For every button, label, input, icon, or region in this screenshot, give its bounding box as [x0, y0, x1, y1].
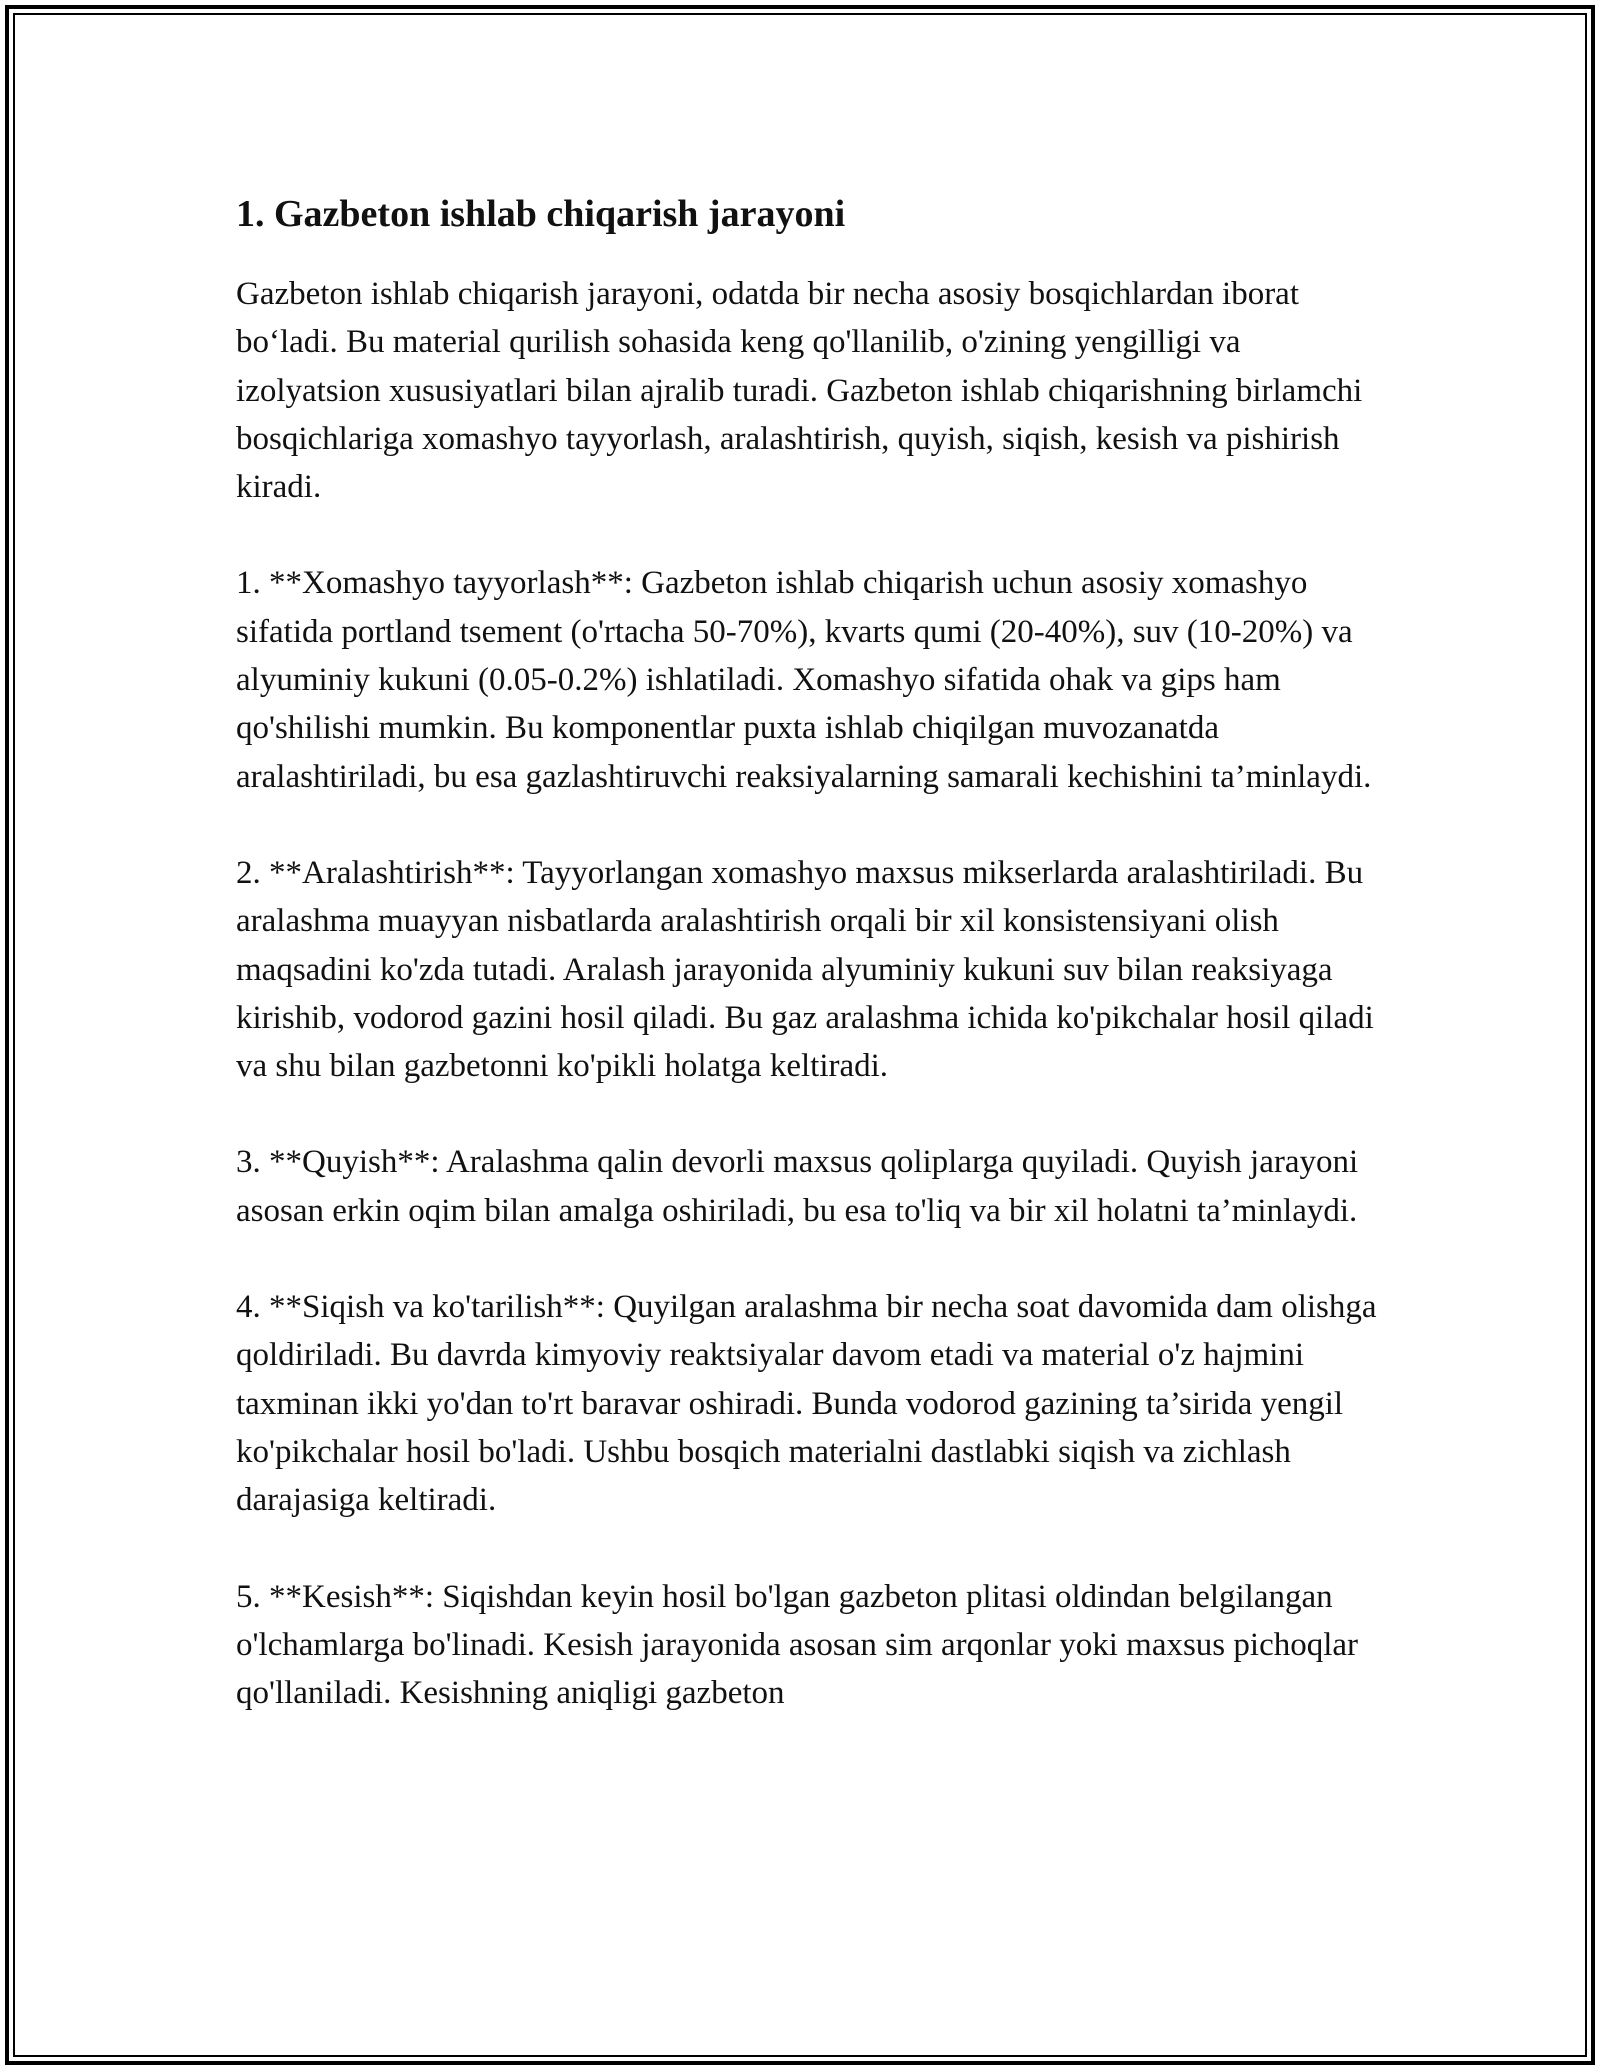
step-1-paragraph: 1. **Xomashyo tayyorlash**: Gazbeton ishlab chiqarish uchun asosiy xomashyo sifatida portland tsement (o'rtacha 50-70%), kvarts qumi (20-40%), suv (10-20%) va alyuminiy kukuni (0.05-0.2%) ishlatiladi. Xomashyo sifatida ohak va gips ham qo'shilishi mumkin. Bu komponentlar puxta ishlab chiqilgan muvozanatda aralashtiriladi, bu esa gazlashtiruvchi reaksiyalarning samarali kechishini ta’minlaydi. — [236, 565, 1372, 795]
section-heading: 1. Gazbeton ishlab chiqarish jarayoni — [236, 193, 846, 235]
document-body — [236, 186, 1386, 1765]
intro-paragraph: Gazbeton ishlab chiqarish jarayoni, odatda bir necha asosiy bosqichlardan iborat bo‘ladi. Bu material qurilish sohasida keng qo'llanilib, o'zining yengilligi va izolyatsion xususiyatlari bilan ajralib turadi. Gazbeton ishlab chiqarishning birlamchi bosqichlariga xomashyo tayyorlash, aralashtirish, quyish, siqish, kesish va pishirish kiradi. — [236, 276, 1363, 506]
step-5-paragraph: 5. **Kesish**: Siqishdan keyin hosil bo'lgan gazbeton plitasi oldindan belgilangan o'lchamlarga bo'linadi. Kesish jarayonida asosan sim arqonlar yoki maxsus pichoqlar qo'llaniladi. Kesishning aniqligi gazbeton — [236, 1578, 1359, 1712]
step-4-paragraph: 4. **Siqish va ko'tarilish**: Quyilgan aralashma bir necha soat davomida dam olishga qoldiriladi. Bu davrda kimyoviy reaktsiyalar davom etadi va material o'z hajmini taxminan ikki yo'dan to'rt baravar oshiradi. Bunda vodorod gazining ta’sirida yengil ko'pikchalar hosil bo'ladi. Ushbu bosqich materialni dastlabki siqish va zichlash darajasiga keltiradi. — [236, 1289, 1377, 1519]
step-2-paragraph: 2. **Aralashtirish**: Tayyorlangan xomashyo maxsus mikserlarda aralashtiriladi. Bu aralashma muayyan nisbatlarda aralashtirish orqali bir xil konsistensiyani olish maqsadini ko'zda tutadi. Aralash jarayonida alyuminiy kukuni suv bilan reaksiyaga kirishib, vodorod gazini hosil qiladi. Bu gaz aralashma ichida ko'pikchalar hosil qiladi va shu bilan gazbetonni ko'pikli holatga keltiradi. — [236, 854, 1374, 1085]
step-3-paragraph: 3. **Quyish**: Aralashma qalin devorli maxsus qoliplarga quyiladi. Quyish jarayoni asosan erkin oqim bilan amalga oshiriladi, bu esa to'liq va bir xil holatni ta’minlaydi. — [236, 1144, 1359, 1229]
